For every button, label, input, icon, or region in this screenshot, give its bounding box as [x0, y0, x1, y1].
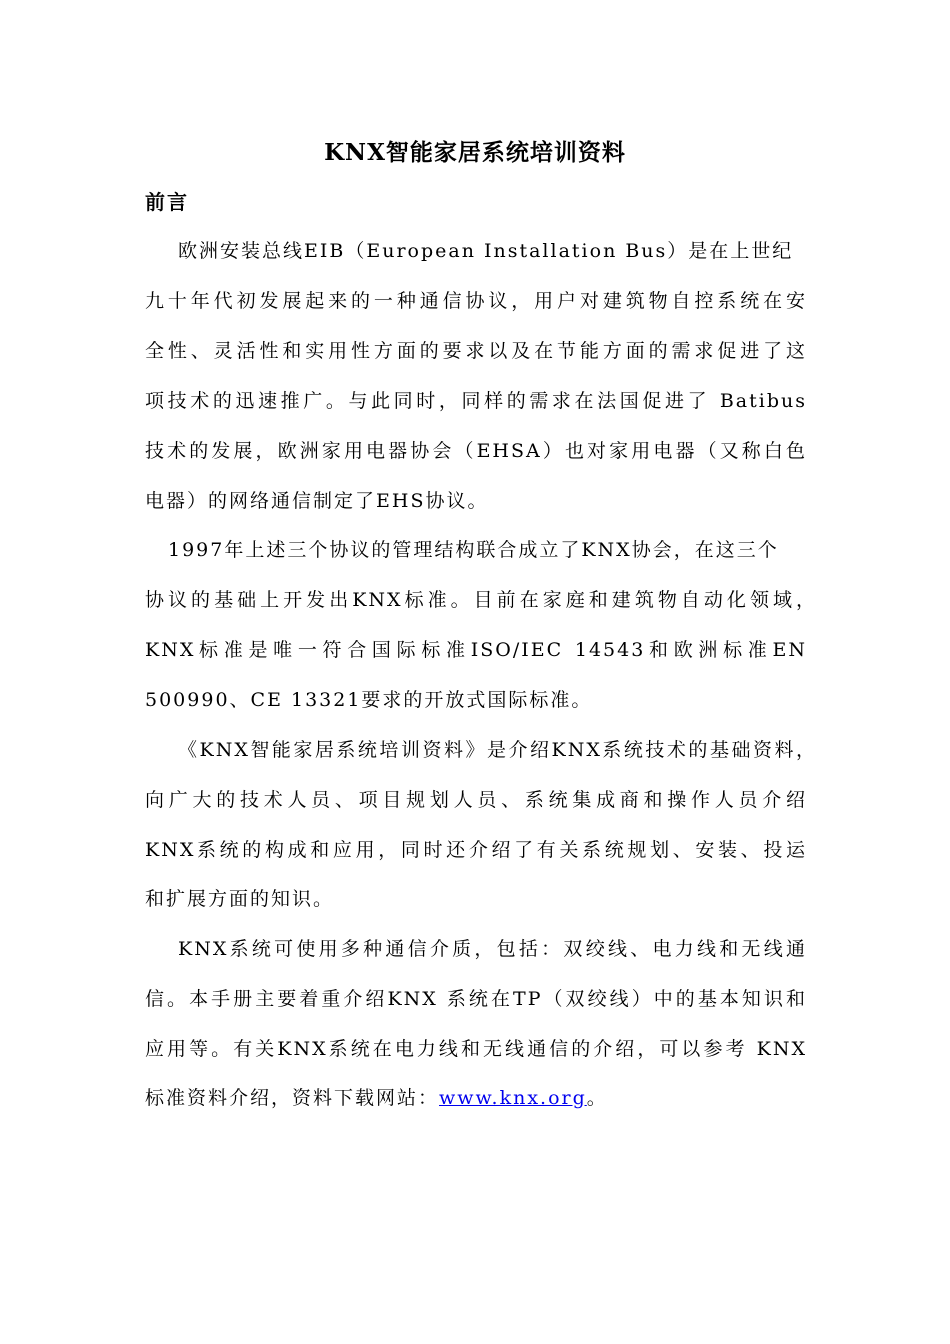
paragraph-line: KNX系统的构成和应用，同时还介绍了有关系统规划、安装、投运 — [145, 839, 807, 861]
document-title: KNX智能家居系统培训资料 — [324, 139, 626, 166]
paragraph-line: 500990、CE 13321要求的开放式国际标准。 — [145, 689, 593, 711]
paragraph-line: 和扩展方面的知识。 — [145, 888, 335, 910]
paragraph-line: 项技术的迅速推广。与此同时，同样的需求在法国促进了 Batibus — [145, 390, 807, 412]
paragraph-last-line — [145, 1083, 807, 1113]
paragraph-line: 九十年代初发展起来的一种通信协议，用户对建筑物自控系统在安 — [145, 290, 807, 312]
paragraph-line: 信。本手册主要着重介绍KNX 系统在TP（双绞线）中的基本知识和 — [145, 988, 807, 1010]
paragraph-line-text: 标准资料介绍，资料下载网站： — [145, 1087, 440, 1109]
section-heading: 前言 — [145, 190, 189, 214]
paragraph-line: 技术的发展，欧洲家用电器协会（EHSA）也对家用电器（又称白色 — [145, 440, 807, 462]
paragraph-line: 电器）的网络通信制定了EHS协议。 — [145, 490, 489, 512]
paragraph-line: 向广大的技术人员、项目规划人员、系统集成商和操作人员介绍 — [145, 789, 807, 811]
paragraph-line: 应用等。有关KNX系统在电力线和无线通信的介绍，可以参考 KNX — [145, 1038, 807, 1060]
paragraph-line: KNX标准是唯一符合国际标准ISO/IEC 14543和欧洲标准EN — [145, 639, 807, 661]
paragraph-line: 《KNX智能家居系统培训资料》是介绍KNX系统技术的基础资料， — [178, 739, 817, 761]
paragraph-line: 全性、灵活性和实用性方面的要求以及在节能方面的需求促进了这 — [145, 340, 807, 362]
website-link[interactable]: www.knx.org — [439, 1087, 587, 1109]
paragraph-line: 1997年上述三个协议的管理结构联合成立了KNX协会，在这三个 — [168, 539, 779, 561]
paragraph-line: 协议的基础上开发出KNX标准。目前在家庭和建筑物自动化领域， — [145, 589, 817, 611]
line-suffix: 。 — [586, 1087, 608, 1109]
paragraph-line: 欧洲安装总线EIB（European Installation Bus）是在上世纪 — [178, 240, 794, 262]
paragraph-line: KNX系统可使用多种通信介质，包括：双绞线、电力线和无线通 — [178, 938, 807, 960]
